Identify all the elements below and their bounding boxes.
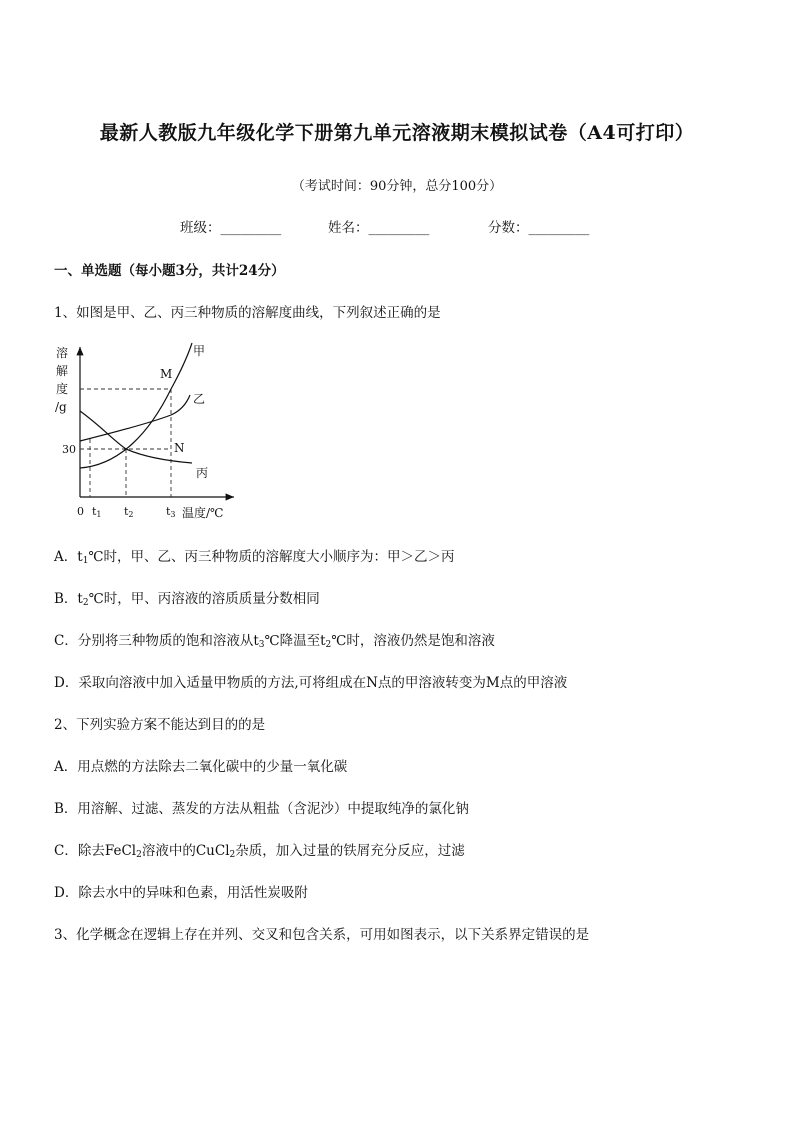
- question-2-option-a: A．用点燃的方法除去二氧化碳中的少量一氧化碳: [54, 759, 348, 775]
- question-2-option-c: C．除去FeCl$_2$溶液中的CuCl$_2$杂质，加入过量的铁屑充分反应，过滤: [54, 843, 465, 860]
- exam-subtitle: （考试时间：90分钟，总分100分）: [291, 179, 503, 194]
- question-1-option-b: B．$t_2℃$时，甲、丙溶液的溶质质量分数相同: [54, 591, 320, 608]
- y-label-2: 解: [56, 364, 69, 378]
- origin-label: 0: [77, 505, 84, 518]
- name-field: 姓名：_________: [328, 220, 430, 236]
- question-1-stem: 1、如图是甲、乙、丙三种物质的溶解度曲线，下列叙述正确的是: [54, 305, 441, 321]
- question-1-option-d: D．采取向溶液中加入适量甲物质的方法,可将组成在N点的甲溶液转变为M点的甲溶液: [54, 675, 568, 691]
- x-tick-t1: t1: [92, 505, 102, 519]
- y-label-3: 度: [56, 382, 69, 396]
- point-m-label: M: [160, 367, 173, 381]
- question-3-stem: 3、化学概念在逻辑上存在并列、交叉和包含关系，可用如图表示，以下关系界定错误的是: [54, 927, 590, 943]
- class-field: 班级：_________: [180, 220, 282, 236]
- curve-yi: [80, 395, 190, 441]
- curve-label-jia: 甲: [193, 344, 206, 358]
- question-1-option-c: C．分别将三种物质的饱和溶液从$t_3℃$降温至$t_2℃$时，溶液仍然是饱和溶液: [54, 633, 495, 650]
- y-tick-30: 30: [62, 443, 76, 456]
- curve-label-bing: 丙: [196, 466, 209, 480]
- solubility-graph: [50, 337, 250, 527]
- y-label-1: 溶: [56, 346, 69, 360]
- student-info-row: [180, 216, 589, 236]
- x-axis-label: 温度/℃: [182, 506, 224, 520]
- question-2-stem: 2、下列实验方案不能达到目的的是: [54, 717, 266, 733]
- section-title: 一、单选题（每小题3分，共计24分）: [54, 263, 285, 279]
- point-n-label: N: [174, 441, 185, 455]
- x-tick-t2: t2: [124, 505, 134, 519]
- page-title: 最新人教版九年级化学下册第九单元溶液期末模拟试卷（A4可打印）: [99, 122, 695, 144]
- score-field: 分数：_________: [488, 220, 590, 236]
- curve-label-yi: 乙: [193, 392, 206, 406]
- question-2-option-b: B．用溶解、过滤、蒸发的方法从粗盐（含泥沙）中提取纯净的氯化钠: [54, 801, 469, 817]
- x-tick-t3: t3: [166, 505, 176, 519]
- question-1-option-a: A．$t_1℃$时，甲、乙、丙三种物质的溶解度大小顺序为：甲＞乙＞丙: [54, 549, 455, 566]
- y-label-4: /g: [55, 400, 67, 414]
- question-2-option-d: D．除去水中的异味和色素，用活性炭吸附: [54, 885, 308, 901]
